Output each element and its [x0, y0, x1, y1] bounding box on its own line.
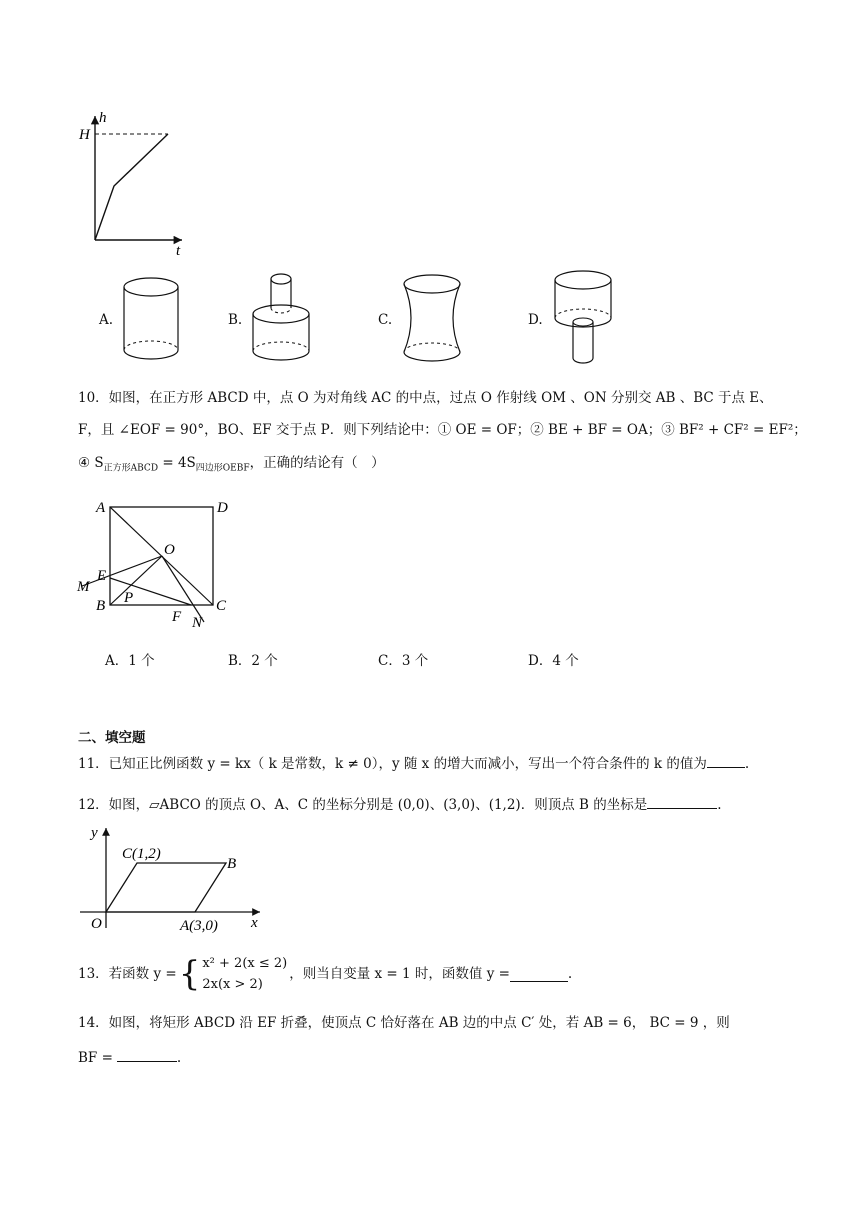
label-E: E: [97, 568, 107, 584]
q10-option-c: C．3 个: [378, 653, 429, 669]
label-O: O: [91, 916, 102, 932]
q13-cases: [202, 953, 287, 995]
label-B: B: [96, 598, 106, 614]
label-B: B: [227, 856, 237, 872]
h-t-curve: [95, 134, 168, 240]
option-d-inverted-stacked-cylinder-icon: [550, 268, 616, 368]
q10-line3-sub1: 正方形ABCD: [103, 463, 159, 474]
q13-pre: 13．若函数 y =: [78, 966, 177, 982]
q13-stem: [78, 952, 572, 996]
q10-stem-line2: F，且 ∠EOF = 90°，BO、EF 交于点 P．则下列结论中：① OE = OF；② BE + BF = OA；③ BF² + CF² = EF²；: [78, 422, 807, 438]
label-A: A(3,0): [180, 918, 218, 934]
q9-option-d-label: D.: [528, 312, 543, 328]
q10-line3-sub2: 四边形OEBF: [195, 463, 250, 474]
q10-option-b: B．2 个: [228, 653, 278, 669]
q12-stem: [78, 794, 722, 815]
h-axis-label: h: [99, 110, 107, 126]
t-axis-label: t: [176, 243, 181, 258]
q9-height-time-graph: [78, 108, 193, 258]
label-O: O: [164, 542, 175, 558]
q10-option-a: A．1 个: [105, 653, 155, 669]
q10-stem-line1: 10．如图，在正方形 ABCD 中，点 O 为对角线 AC 的中点，过点 O 作射线 OM 、ON 分别交 AB 、BC 于点 E、: [78, 390, 773, 406]
q13-case2: 2x(x > 2): [202, 977, 263, 992]
q13-answer-blank[interactable]: [510, 967, 568, 982]
label-D: D: [217, 500, 228, 516]
label-C: C(1,2): [122, 846, 161, 862]
q11-text: 11．已知正比例函数 y = kx（ k 是常数，k ≠ 0），y 随 x 的增大而减小，写出一个符合条件的 k 的值为: [78, 756, 707, 772]
q14-answer-blank[interactable]: [117, 1047, 177, 1062]
q11-answer-blank[interactable]: [707, 753, 745, 768]
section-title: 二、填空题: [78, 730, 146, 746]
q14-line2: BF =: [78, 1050, 113, 1066]
q11-end-period: .: [744, 756, 750, 772]
label-N: N: [192, 615, 203, 631]
parallelogram-OABC: [106, 863, 226, 912]
q10-option-d: D．4 个: [528, 653, 579, 669]
q10-square-figure: [72, 494, 242, 634]
q9-option-c-label: C.: [378, 312, 393, 328]
H-label: H: [79, 127, 90, 143]
option-b-stacked-cylinder-icon: [248, 270, 314, 365]
q13-end-period: .: [567, 966, 573, 982]
label-F: F: [172, 609, 182, 625]
q13-case1: x² + 2(x ≤ 2): [202, 956, 288, 971]
x-axis-label: x: [251, 915, 258, 931]
option-c-hourglass-cylinder-icon: [400, 272, 464, 364]
y-axis-label: y: [91, 825, 98, 841]
q12-end-period: .: [717, 797, 722, 813]
q10-line3-mid: = 4S: [158, 455, 196, 471]
label-C: C: [216, 598, 227, 614]
q9-option-b-label: B.: [228, 312, 243, 328]
q9-option-a-label: A.: [99, 312, 114, 328]
q13-brace: {: [178, 954, 201, 994]
label-P: P: [124, 590, 134, 606]
option-a-cylinder-icon: [120, 274, 182, 364]
q14-stem-line1: 14．如图，将矩形 ABCD 沿 EF 折叠，使顶点 C 恰好落在 AB 边的中点 C′ 处，若 AB = 6， BC = 9 ，则: [78, 1015, 730, 1031]
q12-parallelogram-figure: [78, 820, 268, 935]
q10-stem-line3: [78, 453, 385, 479]
q12-text: 12．如图，▱ABCO 的顶点 O、A、C 的坐标分别是 (0,0)、(3,0)、(1,2)．则顶点 B 的坐标是: [78, 797, 648, 813]
q14-end-period: .: [176, 1050, 182, 1066]
q14-stem-line2: [78, 1047, 181, 1068]
q10-line3-pre: ④ S: [78, 455, 104, 471]
q10-line3-post: ，正确的结论有（ ）: [249, 455, 385, 471]
label-M: M: [77, 579, 90, 595]
label-A: A: [96, 500, 106, 516]
q11-stem: [78, 753, 749, 774]
q13-post: ，则当自变量 x = 1 时，函数值 y =: [289, 966, 510, 982]
q12-answer-blank[interactable]: [647, 794, 717, 809]
